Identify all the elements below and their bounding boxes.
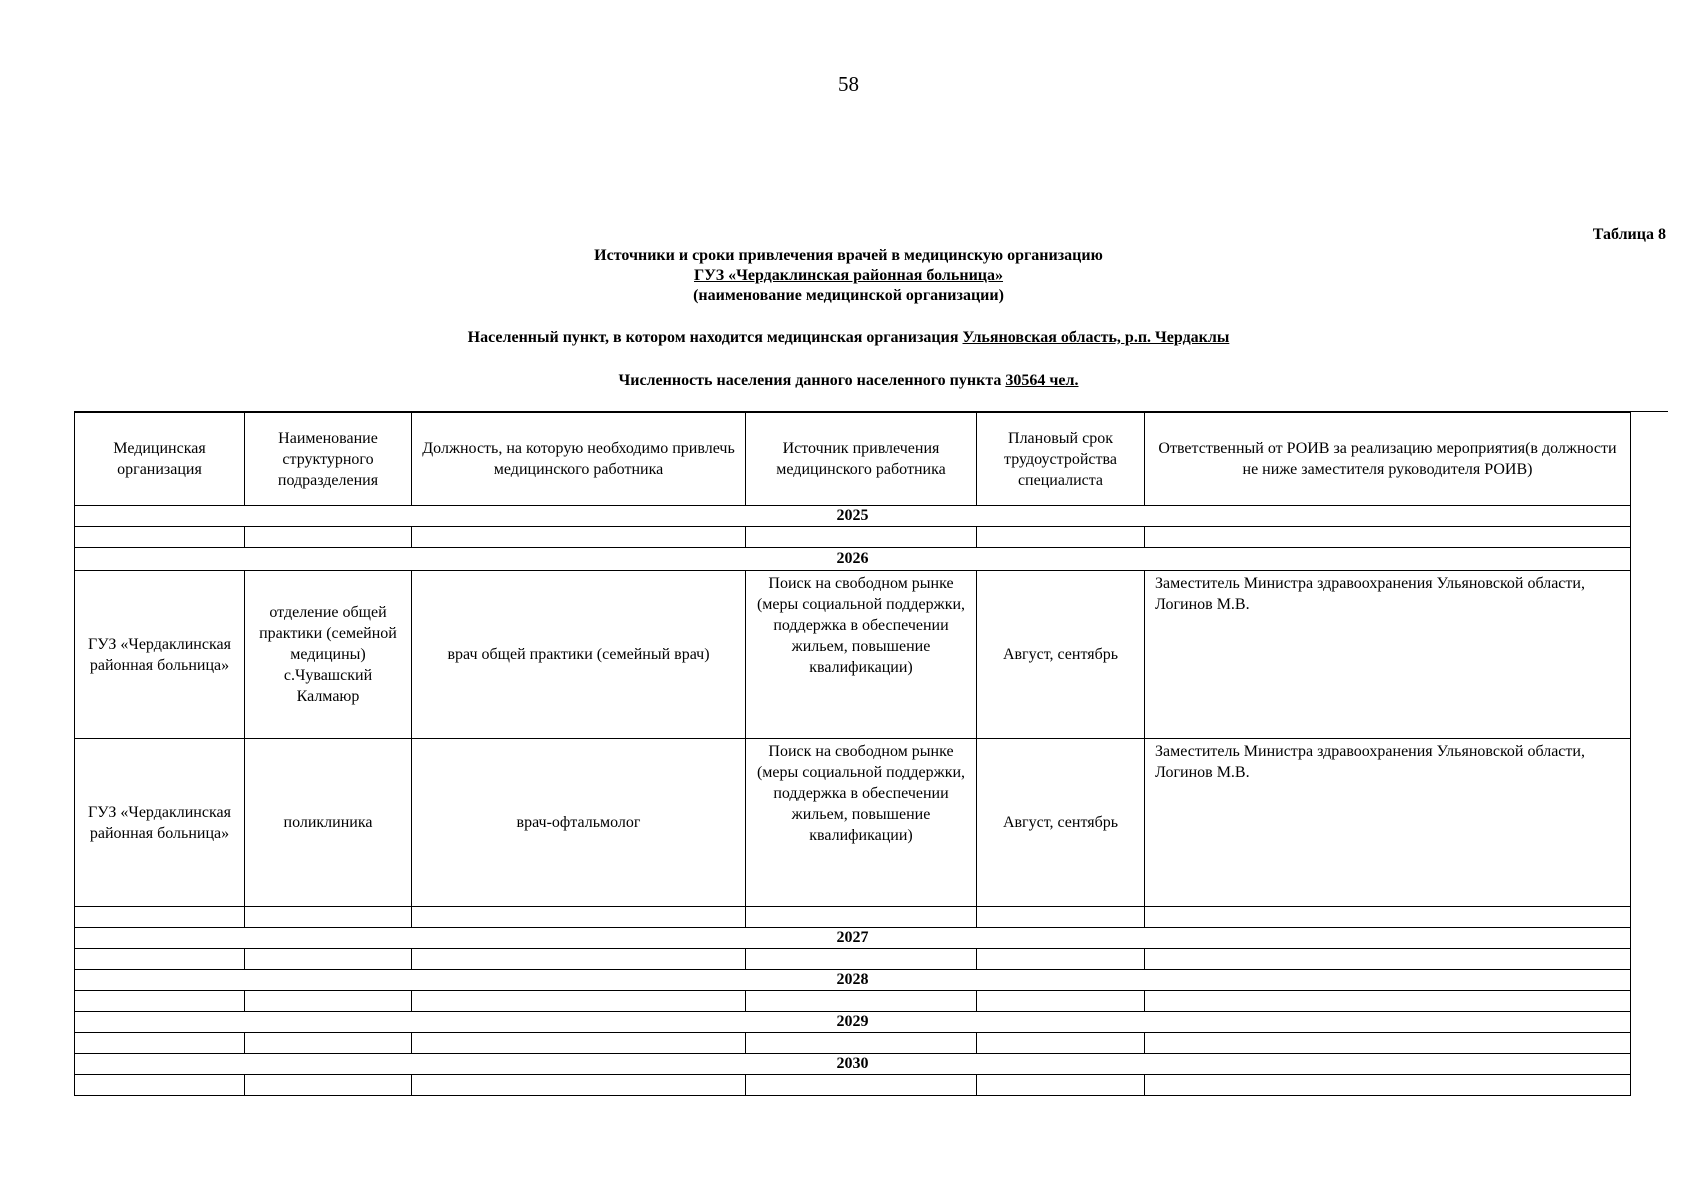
- organization-caption: (наименование медицинской организации): [693, 287, 1004, 304]
- empty-cell: [245, 527, 412, 548]
- year-label: 2028: [75, 970, 1631, 991]
- header-cell: Медицинская организация: [75, 413, 245, 506]
- empty-cell: [746, 949, 977, 970]
- empty-cell: [977, 527, 1145, 548]
- population-label: Численность населения данного населенного пункта: [618, 372, 1002, 389]
- page-number: 58: [838, 72, 859, 96]
- responsible-cell: Заместитель Министра здравоохранения Ульяновской области, Логинов М.В.: [1145, 739, 1631, 907]
- empty-cell: [1145, 527, 1631, 548]
- empty-cell: [412, 991, 746, 1012]
- document-title: [0, 246, 1697, 306]
- table-row: [75, 739, 1631, 907]
- term-cell: Август, сентябрь: [977, 739, 1145, 907]
- empty-cell: [746, 527, 977, 548]
- year-row: [75, 506, 1631, 527]
- population-value: 30564 чел.: [1005, 372, 1079, 389]
- empty-cell: [245, 1033, 412, 1054]
- position-cell: врач-офтальмолог: [412, 739, 746, 907]
- empty-cell: [75, 949, 245, 970]
- empty-cell: [746, 991, 977, 1012]
- empty-cell: [412, 1075, 746, 1096]
- empty-row: [75, 1033, 1631, 1054]
- empty-cell: [977, 1075, 1145, 1096]
- empty-cell: [1145, 907, 1631, 928]
- term-cell: Август, сентябрь: [977, 571, 1145, 739]
- empty-cell: [412, 527, 746, 548]
- empty-cell: [1145, 949, 1631, 970]
- table-header-row: [75, 413, 1631, 506]
- year-row: [75, 970, 1631, 991]
- header-cell: Источник привлечения медицинского работника: [746, 413, 977, 506]
- organization-name: ГУЗ «Чердаклинская районная больница»: [693, 267, 1004, 284]
- organization-cell: ГУЗ «Чердаклинская районная больница»: [75, 739, 245, 907]
- empty-row: [75, 907, 1631, 928]
- empty-cell: [977, 1033, 1145, 1054]
- empty-cell: [412, 1033, 746, 1054]
- locality-value: Ульяновская область, р.п. Чердаклы: [962, 329, 1230, 346]
- source-cell: Поиск на свободном рынке (меры социальной поддержки, поддержка в обеспечении жильем, повышение квалификации): [746, 571, 977, 739]
- source-cell: Поиск на свободном рынке (меры социальной поддержки, поддержка в обеспечении жильем, повышение квалификации): [746, 739, 977, 907]
- empty-cell: [977, 991, 1145, 1012]
- empty-cell: [75, 527, 245, 548]
- locality-line: [0, 329, 1697, 347]
- population-line: [0, 372, 1697, 390]
- empty-cell: [1145, 1075, 1631, 1096]
- empty-cell: [977, 907, 1145, 928]
- recruitment-table: [74, 412, 1631, 1096]
- table-row: [75, 571, 1631, 739]
- year-label: 2030: [75, 1054, 1631, 1075]
- year-label: 2029: [75, 1012, 1631, 1033]
- empty-cell: [977, 949, 1145, 970]
- year-label: 2027: [75, 928, 1631, 949]
- header-cell: Ответственный от РОИВ за реализацию мероприятия(в должности не ниже заместителя руководителя РОИВ): [1145, 413, 1631, 506]
- year-label: 2026: [75, 548, 1631, 571]
- empty-cell: [746, 1033, 977, 1054]
- position-cell: врач общей практики (семейный врач): [412, 571, 746, 739]
- year-row: [75, 1054, 1631, 1075]
- empty-cell: [75, 1075, 245, 1096]
- unit-cell: отделение общей практики (семейной медицины) с.Чувашский Калмаюр: [245, 571, 412, 739]
- empty-cell: [412, 907, 746, 928]
- unit-cell: поликлиника: [245, 739, 412, 907]
- header-cell: Плановый срок трудоустройства специалиста: [977, 413, 1145, 506]
- empty-cell: [1145, 1033, 1631, 1054]
- empty-cell: [746, 907, 977, 928]
- table-label: Таблица 8: [1592, 226, 1666, 243]
- responsible-cell: Заместитель Министра здравоохранения Ульяновской области, Логинов М.В.: [1145, 571, 1631, 739]
- empty-cell: [412, 949, 746, 970]
- locality-label: Населенный пункт, в котором находится медицинская организация: [467, 329, 959, 346]
- header-cell: Должность, на которую необходимо привлечь медицинского работника: [412, 413, 746, 506]
- empty-cell: [245, 1075, 412, 1096]
- title-line: Источники и сроки привлечения врачей в медицинскую организацию: [594, 247, 1103, 264]
- empty-cell: [245, 949, 412, 970]
- year-label: 2025: [75, 506, 1631, 527]
- year-row: [75, 548, 1631, 571]
- empty-cell: [245, 991, 412, 1012]
- header-cell: Наименование структурного подразделения: [245, 413, 412, 506]
- year-row: [75, 1012, 1631, 1033]
- empty-cell: [75, 1033, 245, 1054]
- empty-cell: [245, 907, 412, 928]
- empty-cell: [75, 907, 245, 928]
- empty-cell: [75, 991, 245, 1012]
- empty-row: [75, 949, 1631, 970]
- empty-cell: [746, 1075, 977, 1096]
- year-row: [75, 928, 1631, 949]
- empty-cell: [1145, 991, 1631, 1012]
- empty-row: [75, 1075, 1631, 1096]
- empty-row: [75, 527, 1631, 548]
- organization-cell: ГУЗ «Чердаклинская районная больница»: [75, 571, 245, 739]
- empty-row: [75, 991, 1631, 1012]
